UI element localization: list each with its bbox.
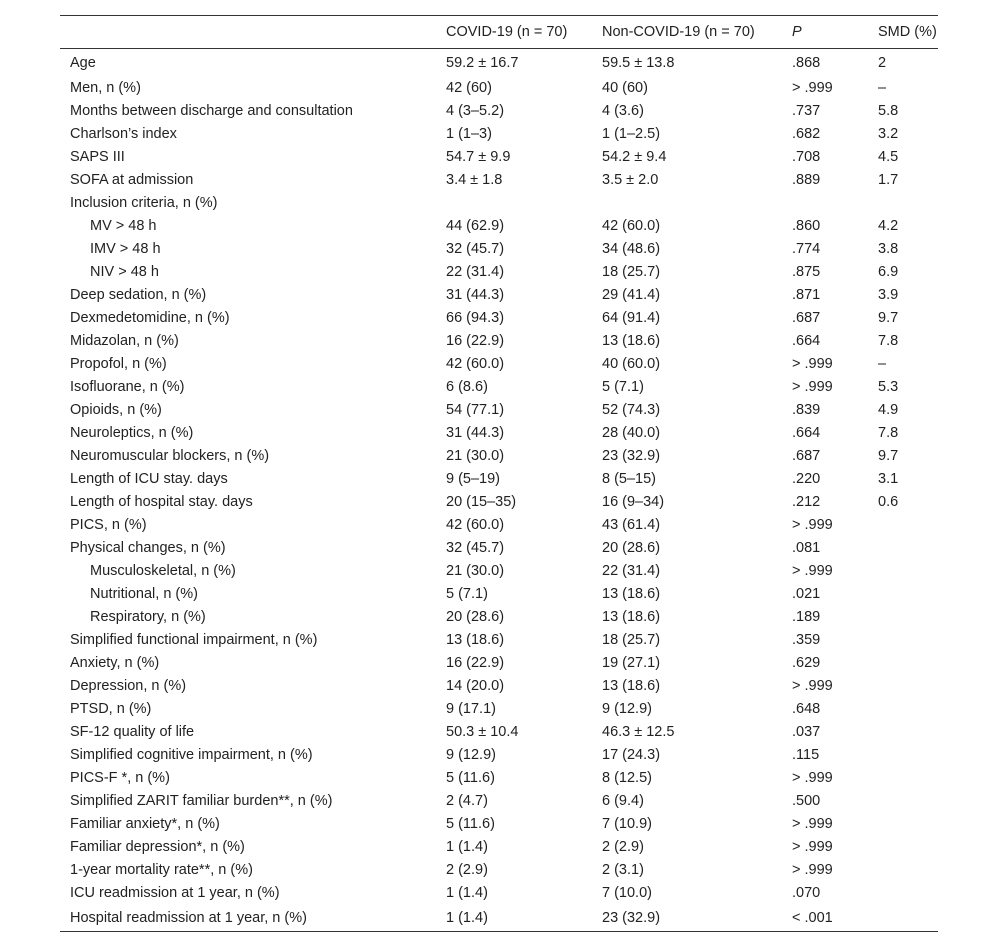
header-covid: COVID-19 (n = 70): [446, 16, 602, 49]
comparison-table: [60, 15, 938, 932]
cell-p-value: > .999: [792, 80, 833, 96]
row-label: Anxiety, n (%): [70, 655, 160, 671]
table-row: [60, 49, 938, 77]
cell-covid: 5 (11.6): [446, 816, 495, 832]
cell-p-value: .875: [792, 264, 821, 280]
cell-p-value: .860: [792, 218, 821, 234]
cell-noncovid: 7 (10.9): [602, 816, 652, 832]
cell-smd: 2: [878, 54, 887, 71]
cell-smd: 9.7: [878, 310, 899, 326]
table-row: [60, 399, 938, 422]
row-label: Neuromuscular blockers, n (%): [70, 448, 270, 464]
cell-covid: 1 (1.4): [446, 839, 488, 855]
cell-noncovid: 4 (3.6): [602, 103, 644, 119]
row-label: Months between discharge and consultation: [70, 103, 353, 119]
table-row: [60, 445, 938, 468]
row-label: SF-12 quality of life: [70, 724, 195, 740]
cell-covid: 44 (62.9): [446, 218, 505, 234]
cell-covid: 16 (22.9): [446, 655, 505, 671]
table-row: [60, 491, 938, 514]
row-label: Familiar depression*, n (%): [70, 839, 245, 855]
cell-covid: 5 (7.1): [446, 586, 488, 602]
table-row: [60, 560, 938, 583]
cell-p-value: > .999: [792, 816, 833, 832]
cell-smd: [878, 744, 938, 767]
cell-p-value: .664: [792, 333, 821, 349]
table-row: [60, 468, 938, 491]
cell-covid: 9 (17.1): [446, 701, 496, 717]
cell-p-value: > .999: [792, 770, 833, 786]
row-label: SOFA at admission: [70, 172, 194, 188]
cell-noncovid: 34 (48.6): [602, 241, 661, 257]
cell-noncovid: 22 (31.4): [602, 563, 661, 579]
cell-p-value: .220: [792, 471, 821, 487]
table-row: [60, 330, 938, 353]
cell-noncovid: 17 (24.3): [602, 747, 661, 763]
row-label: Musculoskeletal, n (%): [90, 563, 236, 579]
cell-smd: 5.3: [878, 379, 899, 395]
cell-smd: [878, 560, 938, 583]
row-label: NIV > 48 h: [90, 264, 159, 280]
cell-smd: 3.1: [878, 471, 899, 487]
cell-noncovid: 54.2 ± 9.4: [602, 149, 667, 165]
cell-noncovid: 9 (12.9): [602, 701, 652, 717]
cell-p-value: > .999: [792, 356, 833, 372]
cell-covid: 5 (11.6): [446, 770, 495, 786]
cell-p-value: .682: [792, 126, 821, 142]
cell-smd: 9.7: [878, 448, 899, 464]
table-body: [60, 49, 938, 932]
cell-covid: 21 (30.0): [446, 563, 505, 579]
cell-noncovid: 23 (32.9): [602, 905, 792, 932]
cell-noncovid: 3.5 ± 2.0: [602, 172, 659, 188]
row-label: Men, n (%): [70, 80, 141, 96]
cell-covid: 14 (20.0): [446, 678, 505, 694]
cell-p-value: .708: [792, 149, 821, 165]
cell-noncovid: [602, 192, 792, 215]
cell-p-value: [792, 192, 878, 215]
cell-noncovid: 42 (60.0): [602, 218, 661, 234]
cell-noncovid: 8 (5–15): [602, 471, 657, 487]
table-row: [60, 284, 938, 307]
row-label: PICS-F *, n (%): [70, 770, 170, 786]
table-row: [60, 836, 938, 859]
table-row: [60, 583, 938, 606]
row-label: 1-year mortality rate**, n (%): [70, 862, 253, 878]
row-label: Simplified ZARIT familiar burden**, n (%): [70, 793, 333, 809]
cell-p-value: > .999: [792, 379, 833, 395]
table-row: [60, 767, 938, 790]
cell-covid: 31 (44.3): [446, 287, 505, 303]
cell-smd: 5.8: [878, 103, 899, 119]
row-label: ICU readmission at 1 year, n (%): [70, 885, 280, 901]
cell-smd: 7.8: [878, 333, 899, 349]
cell-p-value: .648: [792, 701, 821, 717]
cell-p-value: .037: [792, 724, 821, 740]
cell-p-value: .500: [792, 793, 821, 809]
header-p: P: [792, 16, 878, 49]
cell-covid: 2 (4.7): [446, 793, 488, 809]
table-row: [60, 192, 938, 215]
cell-smd: [878, 606, 938, 629]
cell-covid: 54 (77.1): [446, 402, 505, 418]
table-header-row: [60, 16, 938, 49]
cell-p-value: .868: [792, 54, 821, 71]
table-row: [60, 721, 938, 744]
cell-smd: 3.2: [878, 126, 899, 142]
cell-smd: [878, 629, 938, 652]
table-row: [60, 146, 938, 169]
cell-smd: 3.8: [878, 241, 899, 257]
cell-noncovid: 1 (1–2.5): [602, 126, 661, 142]
cell-covid: 16 (22.9): [446, 333, 505, 349]
cell-smd: –: [878, 356, 887, 372]
cell-covid: 50.3 ± 10.4: [446, 724, 519, 740]
cell-p-value: > .999: [792, 517, 833, 533]
cell-smd: [878, 192, 938, 215]
table-row: [60, 744, 938, 767]
cell-covid: 1 (1.4): [446, 885, 488, 901]
cell-covid: 42 (60): [446, 80, 492, 96]
row-label: Familiar anxiety*, n (%): [70, 816, 220, 832]
cell-noncovid: 29 (41.4): [602, 287, 661, 303]
cell-smd: [878, 652, 938, 675]
cell-smd: 4.2: [878, 218, 899, 234]
cell-noncovid: 46.3 ± 12.5: [602, 724, 675, 740]
cell-covid: 22 (31.4): [446, 264, 505, 280]
row-label: Depression, n (%): [70, 678, 187, 694]
table-row: [60, 652, 938, 675]
table-row: [60, 422, 938, 445]
cell-p-value: > .999: [792, 678, 833, 694]
row-label: Length of ICU stay. days: [70, 471, 228, 487]
cell-covid: 32 (45.7): [446, 241, 505, 257]
cell-smd: [878, 767, 938, 790]
cell-p-value: .664: [792, 425, 821, 441]
cell-smd: [878, 675, 938, 698]
cell-smd: [878, 836, 938, 859]
cell-noncovid: 13 (18.6): [602, 333, 661, 349]
cell-noncovid: 7 (10.0): [602, 885, 652, 901]
cell-noncovid: 43 (61.4): [602, 517, 661, 533]
cell-covid: 32 (45.7): [446, 540, 505, 556]
cell-p-value: .687: [792, 448, 821, 464]
cell-noncovid: 18 (25.7): [602, 264, 661, 280]
row-label: Nutritional, n (%): [90, 586, 198, 602]
cell-covid: 9 (12.9): [446, 747, 496, 763]
row-label: MV > 48 h: [90, 218, 157, 234]
table-row: [60, 307, 938, 330]
cell-p-value: .021: [792, 586, 821, 602]
cell-covid: [446, 192, 602, 215]
cell-smd: [878, 537, 938, 560]
row-label: Age: [70, 54, 96, 71]
cell-smd: –: [878, 80, 887, 96]
cell-covid: 20 (15–35): [446, 494, 517, 510]
cell-noncovid: 59.5 ± 13.8: [602, 54, 675, 71]
cell-covid: 13 (18.6): [446, 632, 505, 648]
cell-covid: 3.4 ± 1.8: [446, 172, 503, 188]
cell-p-value: .774: [792, 241, 821, 257]
table-row: [60, 123, 938, 146]
header-noncovid: Non-COVID-19 (n = 70): [602, 16, 792, 49]
cell-smd: 0.6: [878, 494, 899, 510]
table-row: [60, 261, 938, 284]
row-label: Hospital readmission at 1 year, n (%): [60, 905, 446, 932]
cell-p-value: .359: [792, 632, 821, 648]
table-row: [60, 629, 938, 652]
table-row: [60, 813, 938, 836]
cell-smd: [878, 905, 938, 932]
row-label: Isofluorane, n (%): [70, 379, 185, 395]
cell-smd: [878, 790, 938, 813]
cell-noncovid: 2 (3.1): [602, 862, 644, 878]
row-label: Simplified cognitive impairment, n (%): [70, 747, 313, 763]
cell-noncovid: 64 (91.4): [602, 310, 661, 326]
cell-p-value: .212: [792, 494, 821, 510]
cell-covid: 6 (8.6): [446, 379, 488, 395]
cell-smd: [878, 721, 938, 744]
cell-smd: 6.9: [878, 264, 899, 280]
row-label: Neuroleptics, n (%): [70, 425, 194, 441]
cell-covid: 66 (94.3): [446, 310, 505, 326]
table-row: [60, 675, 938, 698]
cell-smd: [878, 813, 938, 836]
row-label: Length of hospital stay. days: [70, 494, 253, 510]
row-label: Physical changes, n (%): [70, 540, 226, 556]
cell-noncovid: 52 (74.3): [602, 402, 661, 418]
cell-noncovid: 2 (2.9): [602, 839, 644, 855]
row-label: Inclusion criteria, n (%): [70, 195, 218, 211]
cell-noncovid: 18 (25.7): [602, 632, 661, 648]
cell-smd: 3.9: [878, 287, 899, 303]
cell-noncovid: 5 (7.1): [602, 379, 644, 395]
cell-p-value: .629: [792, 655, 821, 671]
table-row: [60, 882, 938, 905]
table-row: [60, 905, 938, 932]
cell-covid: 42 (60.0): [446, 356, 505, 372]
cell-p-value: > .999: [792, 862, 833, 878]
cell-noncovid: 40 (60.0): [602, 356, 661, 372]
cell-p-value: .871: [792, 287, 821, 303]
table-row: [60, 537, 938, 560]
table-row: [60, 77, 938, 100]
cell-smd: [878, 698, 938, 721]
cell-p-value: > .999: [792, 563, 833, 579]
cell-p-value: .889: [792, 172, 821, 188]
cell-smd: [878, 514, 938, 537]
row-label: Charlson’s index: [70, 126, 177, 142]
cell-noncovid: 16 (9–34): [602, 494, 665, 510]
cell-p-value: .070: [792, 885, 821, 901]
table-row: [60, 353, 938, 376]
header-variable: [60, 16, 446, 49]
cell-noncovid: 28 (40.0): [602, 425, 661, 441]
row-label: SAPS III: [70, 149, 125, 165]
table-row: [60, 169, 938, 192]
cell-noncovid: 20 (28.6): [602, 540, 661, 556]
cell-p-value: .839: [792, 402, 821, 418]
cell-covid: 4 (3–5.2): [446, 103, 505, 119]
row-label: Midazolan, n (%): [70, 333, 179, 349]
cell-covid: 2 (2.9): [446, 862, 488, 878]
cell-covid: 54.7 ± 9.9: [446, 149, 511, 165]
row-label: Simplified functional impairment, n (%): [70, 632, 318, 648]
cell-p-value: .189: [792, 609, 821, 625]
cell-smd: [878, 859, 938, 882]
row-label: PICS, n (%): [70, 517, 147, 533]
table-row: [60, 606, 938, 629]
row-label: Respiratory, n (%): [90, 609, 206, 625]
cell-noncovid: 13 (18.6): [602, 586, 661, 602]
cell-covid: 31 (44.3): [446, 425, 505, 441]
cell-p-value: .115: [792, 747, 820, 763]
cell-smd: 1.7: [878, 172, 899, 188]
cell-p-value: .687: [792, 310, 821, 326]
cell-smd: [878, 583, 938, 606]
cell-noncovid: 13 (18.6): [602, 678, 661, 694]
table-row: [60, 790, 938, 813]
table-row: [60, 100, 938, 123]
row-label: PTSD, n (%): [70, 701, 152, 717]
row-label: Deep sedation, n (%): [70, 287, 207, 303]
cell-smd: [878, 882, 938, 905]
cell-covid: 9 (5–19): [446, 471, 501, 487]
cell-noncovid: 8 (12.5): [602, 770, 652, 786]
cell-noncovid: 19 (27.1): [602, 655, 661, 671]
table-row: [60, 859, 938, 882]
row-label: Dexmedetomidine, n (%): [70, 310, 230, 326]
row-label: Opioids, n (%): [70, 402, 162, 418]
cell-p-value: .081: [792, 540, 821, 556]
table-row: [60, 514, 938, 537]
table-row: [60, 698, 938, 721]
table-row: [60, 215, 938, 238]
cell-smd: 4.9: [878, 402, 899, 418]
row-label: Propofol, n (%): [70, 356, 167, 372]
cell-covid: 42 (60.0): [446, 517, 505, 533]
cell-noncovid: 13 (18.6): [602, 609, 661, 625]
header-smd: SMD (%): [878, 16, 938, 49]
cell-covid: 59.2 ± 16.7: [446, 54, 519, 71]
cell-covid: 1 (1.4): [446, 905, 602, 932]
cell-covid: 21 (30.0): [446, 448, 505, 464]
cell-p-value: .737: [792, 103, 821, 119]
cell-noncovid: 23 (32.9): [602, 448, 661, 464]
row-label: IMV > 48 h: [90, 241, 161, 257]
data-table-container: [60, 15, 938, 932]
cell-noncovid: 6 (9.4): [602, 793, 644, 809]
table-row: [60, 238, 938, 261]
cell-covid: 1 (1–3): [446, 126, 492, 142]
cell-p-value: > .999: [792, 839, 833, 855]
cell-smd: 7.8: [878, 425, 899, 441]
cell-noncovid: 40 (60): [602, 80, 648, 96]
cell-p-value: < .001: [792, 905, 878, 932]
table-row: [60, 376, 938, 399]
cell-covid: 20 (28.6): [446, 609, 505, 625]
cell-smd: 4.5: [878, 149, 899, 165]
